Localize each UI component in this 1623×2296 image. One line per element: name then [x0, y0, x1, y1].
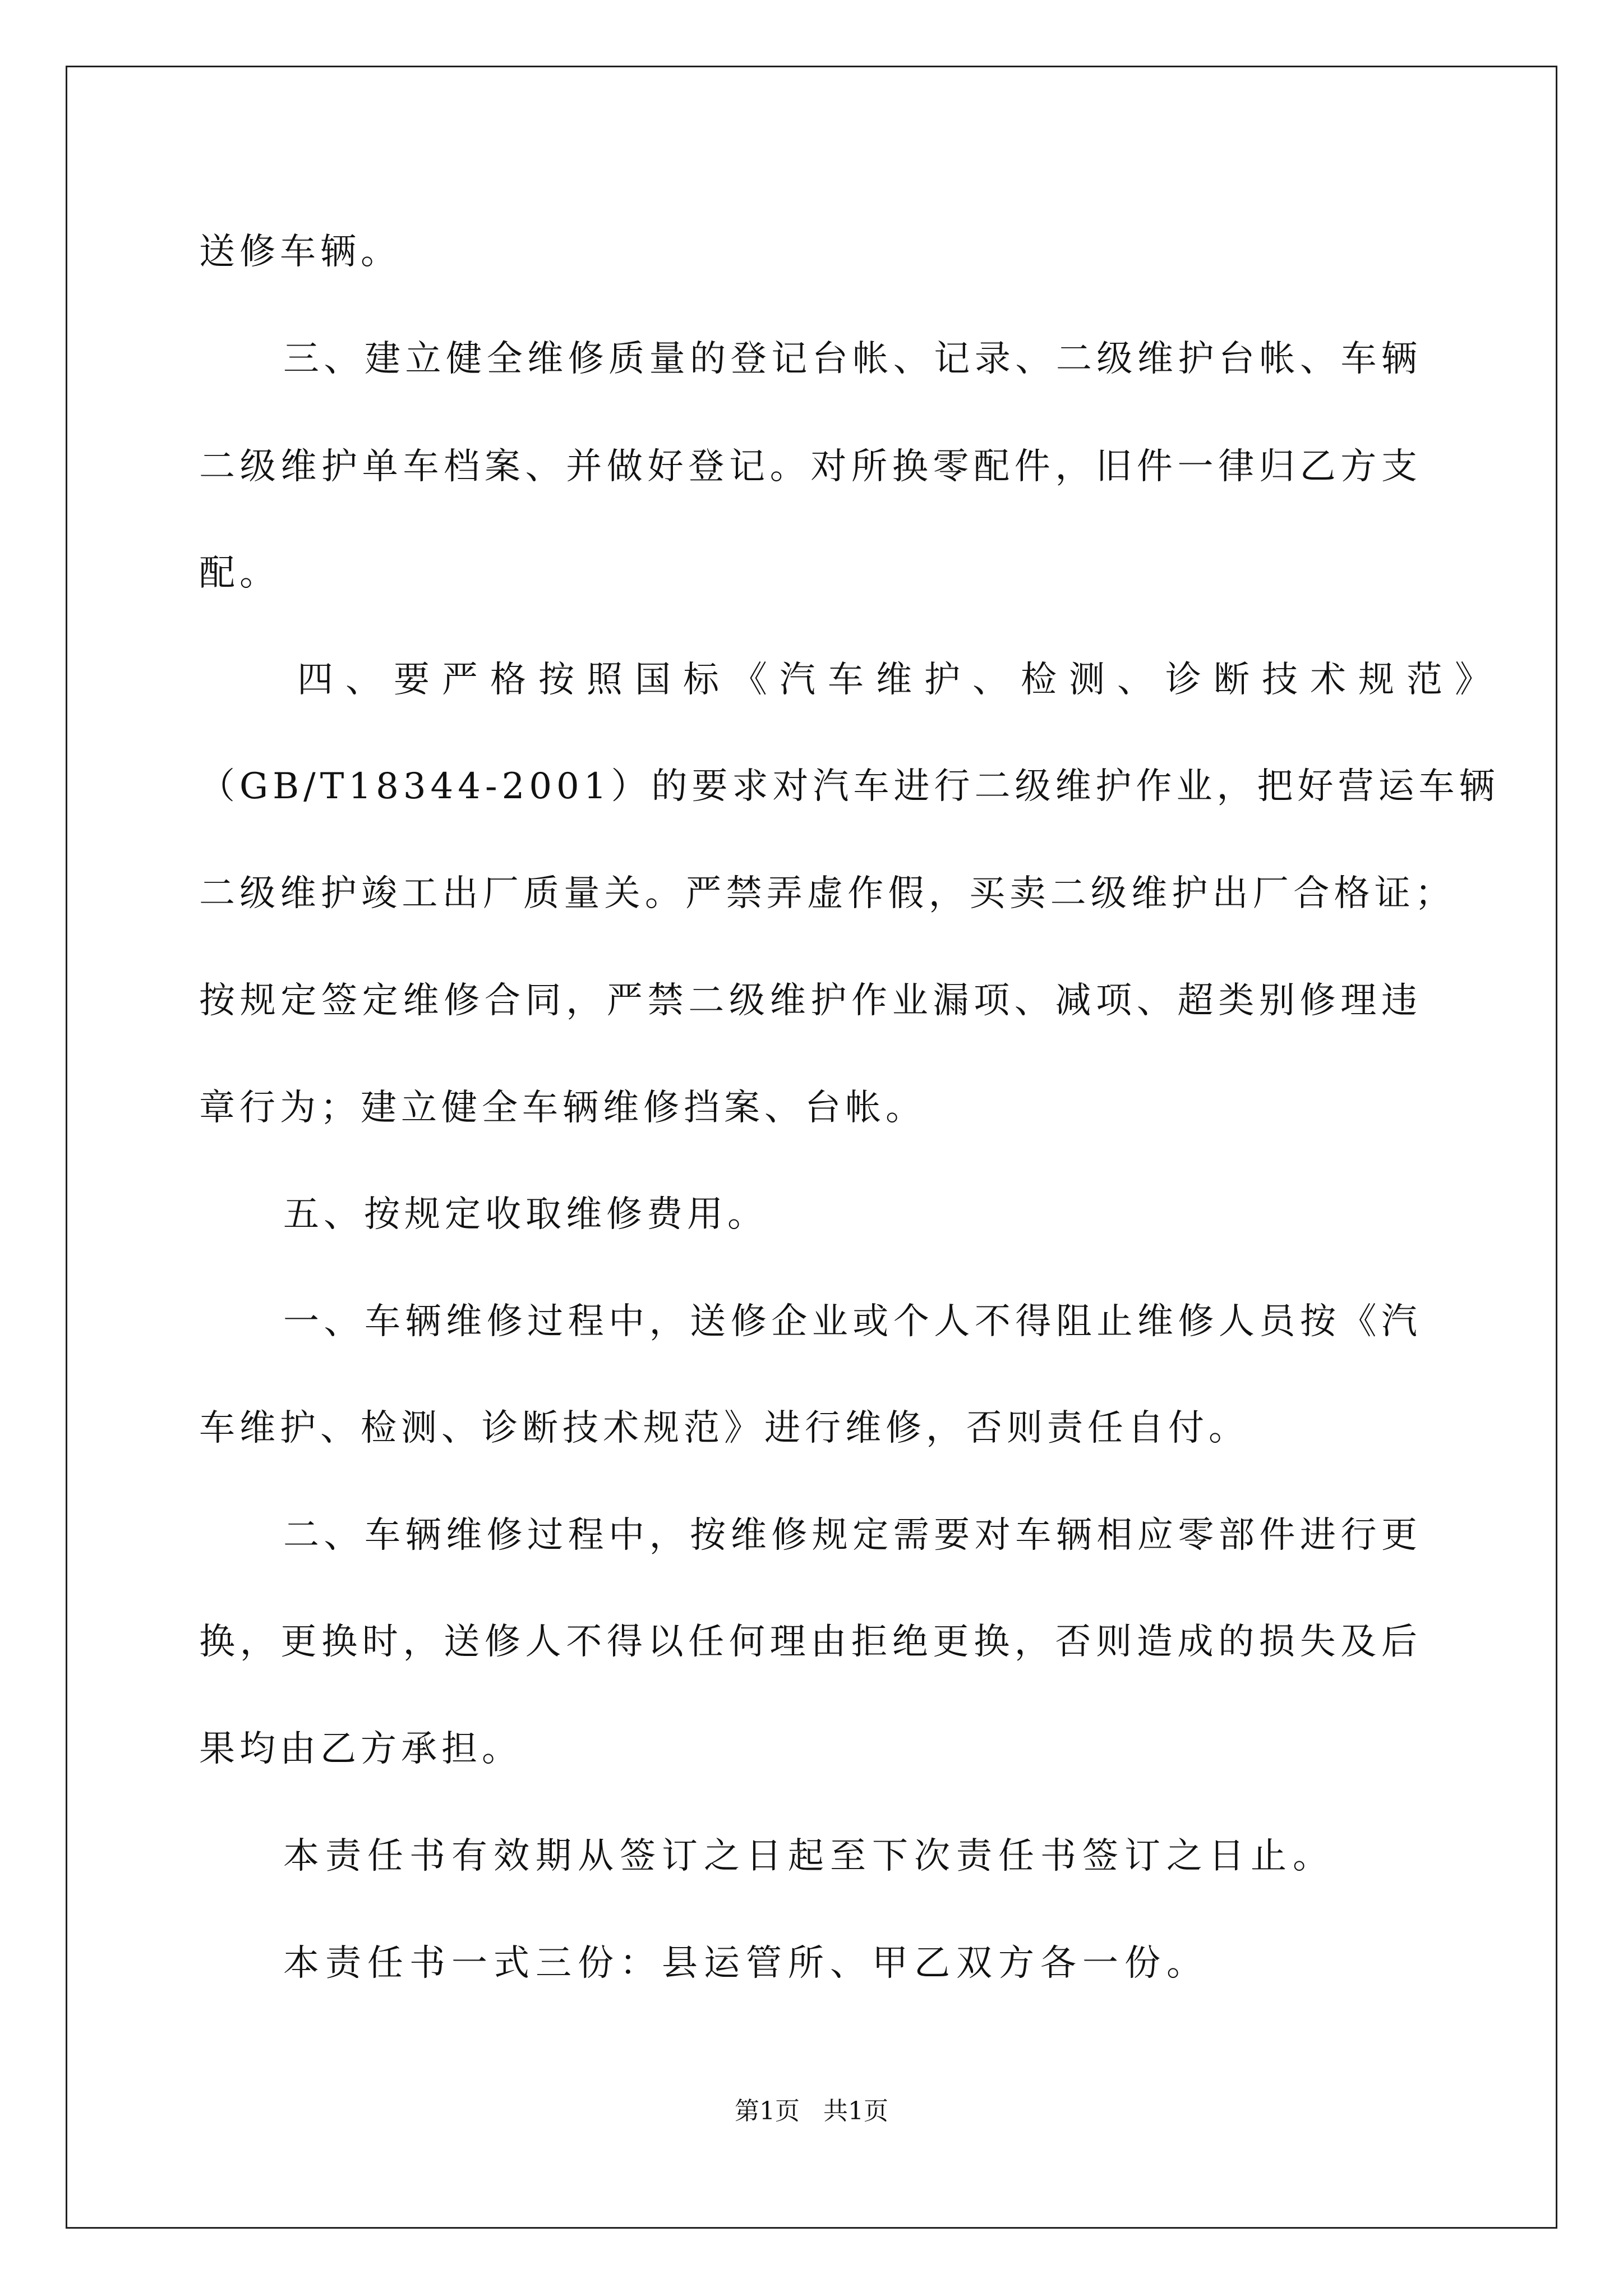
- text-line: 送修车辆。: [199, 231, 401, 273]
- text-line: 本责任书一式三份：县运管所、甲乙双方各一份。: [283, 1943, 1209, 1984]
- page-frame: [66, 66, 1557, 2229]
- text-line: 二级维护单车档案、并做好登记。对所换零配件，旧件一律归乙方支: [199, 446, 1422, 487]
- text-line: 一、车辆维修过程中，送修企业或个人不得阻止维修人员按《汽: [283, 1301, 1422, 1342]
- text-line: 三、建立健全维修质量的登记台帐、记录、二级维护台帐、车辆: [283, 338, 1422, 380]
- text-line: 本责任书有效期从签订之日起至下次责任书签订之日止。: [283, 1835, 1335, 1877]
- text-line: 章行为；建立健全车辆维修挡案、台帐。: [199, 1087, 926, 1129]
- text-line: 果均由乙方承担。: [199, 1728, 522, 1770]
- text-line: 二级维护竣工出厂质量关。严禁弄虚作假，买卖二级维护出厂合格证；: [199, 873, 1455, 914]
- page-number: 第1页 共1页: [735, 2097, 888, 2125]
- text-line: 五、按规定收取维修费用。: [283, 1194, 768, 1235]
- text-line: 车维护、检测、诊断技术规范》进行维修，否则责任自付。: [199, 1407, 1249, 1449]
- text-line: 换，更换时，送修人不得以任何理由拒绝更换，否则造成的损失及后: [199, 1621, 1422, 1663]
- text-line: 配。: [199, 553, 280, 594]
- text-line: 按规定签定维修合同，严禁二级维护作业漏项、减项、超类别修理违: [199, 980, 1422, 1022]
- text-line: 四、要严格按照国标《汽车维护、检测、诊断技术规范》: [297, 659, 1503, 701]
- text-line: 二、车辆维修过程中，按维修规定需要对车辆相应零部件进行更: [283, 1515, 1422, 1556]
- text-line: （GB/T18344-2001）的要求对汽车进行二级维护作业，把好营运车辆: [199, 766, 1500, 807]
